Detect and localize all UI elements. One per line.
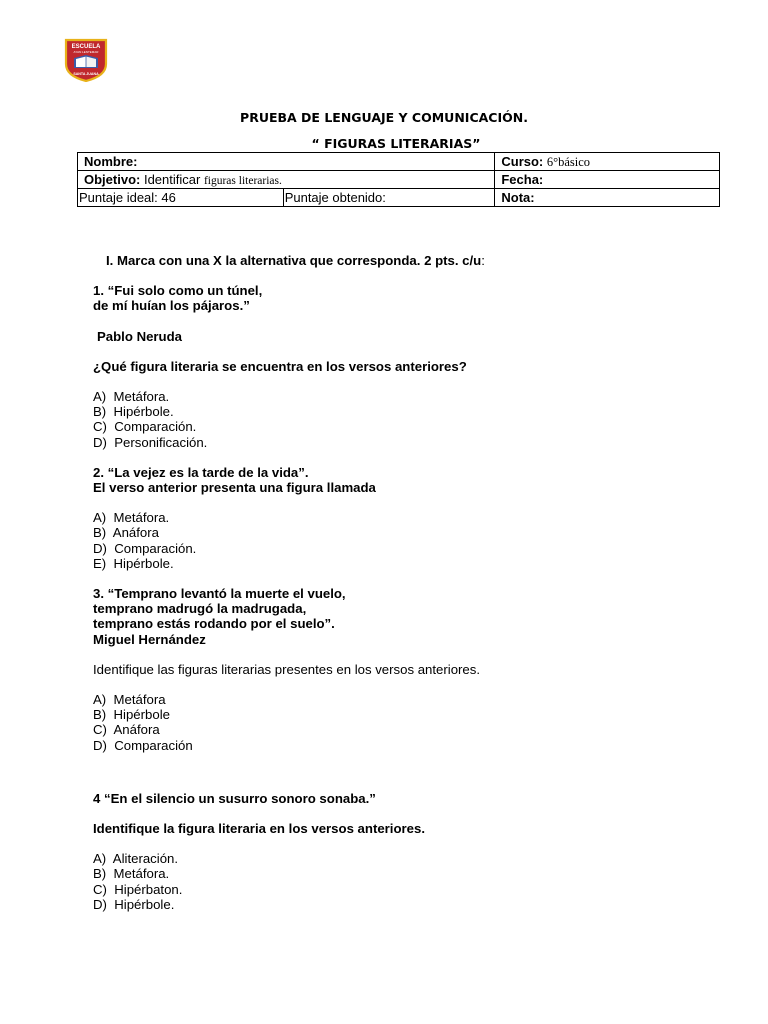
q4-option-c: C) Hipérbaton. (93, 881, 183, 897)
fecha-cell (495, 171, 720, 189)
curso-cell (495, 153, 720, 171)
objetivo-value-2: figuras literarias. (203, 175, 282, 187)
table-row (78, 153, 720, 171)
page-title: PRUEBA DE LENGUAJE Y COMUNICACIÓN. (240, 110, 528, 125)
q1-option-b: B) Hipérbole. (93, 404, 174, 420)
instructions-colon: : (481, 253, 485, 268)
q4-question: Identifique la figura literaria en los versos anteriores. (93, 821, 425, 837)
q1-verse-1: 1. “Fui solo como un túnel, (93, 283, 263, 299)
q2-option-e: E) Hipérbole. (93, 555, 174, 571)
q3-option-c: C) Anáfora (93, 722, 160, 738)
curso-value: 6°básico (546, 154, 591, 169)
objetivo-value-1: Identificar (143, 172, 204, 187)
school-logo (64, 38, 108, 82)
q4-verse: 4 “En el silencio un susurro sonoro sonaba.” (93, 790, 376, 806)
puntaje-ideal-cell (78, 189, 284, 207)
q1-option-a: A) Metáfora. (93, 389, 170, 405)
q2-option-b: B) Anáfora (93, 525, 159, 541)
puntaje-obtenido-cell (283, 189, 495, 207)
q3-question: Identifique las figuras literarias presentes en los versos anteriores. (93, 661, 481, 677)
q3-verse-1: 3. “Temprano levantó la muerte el vuelo, (93, 586, 346, 602)
puntaje-ideal: Puntaje ideal: 46 (79, 190, 176, 205)
q4-option-b: B) Metáfora. (93, 866, 170, 882)
q2-option-a: A) Metáfora. (93, 510, 170, 526)
instructions-text: I. Marca con una X la alternativa que corresponda. 2 pts. c/u (106, 253, 482, 268)
q2-option-d: D) Comparación. (93, 540, 197, 556)
q1-option-d: D) Personificación. (93, 434, 208, 450)
nota-label: Nota: (501, 190, 535, 205)
table-row (78, 189, 720, 207)
table-row (78, 171, 720, 189)
q3-verse-2: temprano madrugó la madrugada, (93, 601, 307, 617)
page-subtitle: “ FIGURAS LITERARIAS” (311, 136, 481, 151)
q1-question: ¿Qué figura literaria se encuentra en los versos anteriores? (93, 358, 467, 374)
q3-option-b: B) Hipérbole (93, 707, 170, 723)
q1-verse-2: de mí huían los pájaros.” (93, 298, 250, 314)
fecha-label: Fecha: (501, 172, 544, 187)
nombre-cell (78, 153, 495, 171)
nota-cell (495, 189, 720, 207)
student-info-table (77, 152, 720, 207)
q4-option-d: D) Hipérbole. (93, 896, 175, 912)
instructions (93, 253, 733, 268)
objetivo-label: Objetivo: (84, 172, 141, 187)
puntaje-obtenido: Puntaje obtenido: (284, 190, 386, 205)
exam-content (93, 253, 733, 912)
nombre-label: Nombre: (84, 154, 138, 169)
q2-verse: 2. “La vejez es la tarde de la vida”. (93, 464, 309, 480)
logo-small-text: AYAN LENTEMAR (73, 50, 99, 54)
logo-top-text: ESCUELA (71, 44, 101, 50)
q3-option-a: A) Metáfora (93, 692, 166, 708)
q4-option-a: A) Aliteración. (93, 851, 179, 867)
q1-author: Pablo Neruda (97, 328, 183, 344)
q3-option-d: D) Comparación (93, 737, 193, 753)
q2-question: El verso anterior presenta una figura llamada (93, 480, 376, 496)
q1-option-c: C) Comparación. (93, 419, 197, 435)
logo-bottom-text: SANTA JUANA (73, 72, 99, 76)
objetivo-cell (78, 171, 495, 189)
q3-verse-3: temprano estás rodando por el suelo”. (93, 616, 335, 632)
q3-author: Miguel Hernández (93, 631, 206, 647)
curso-label: Curso: (501, 153, 544, 169)
